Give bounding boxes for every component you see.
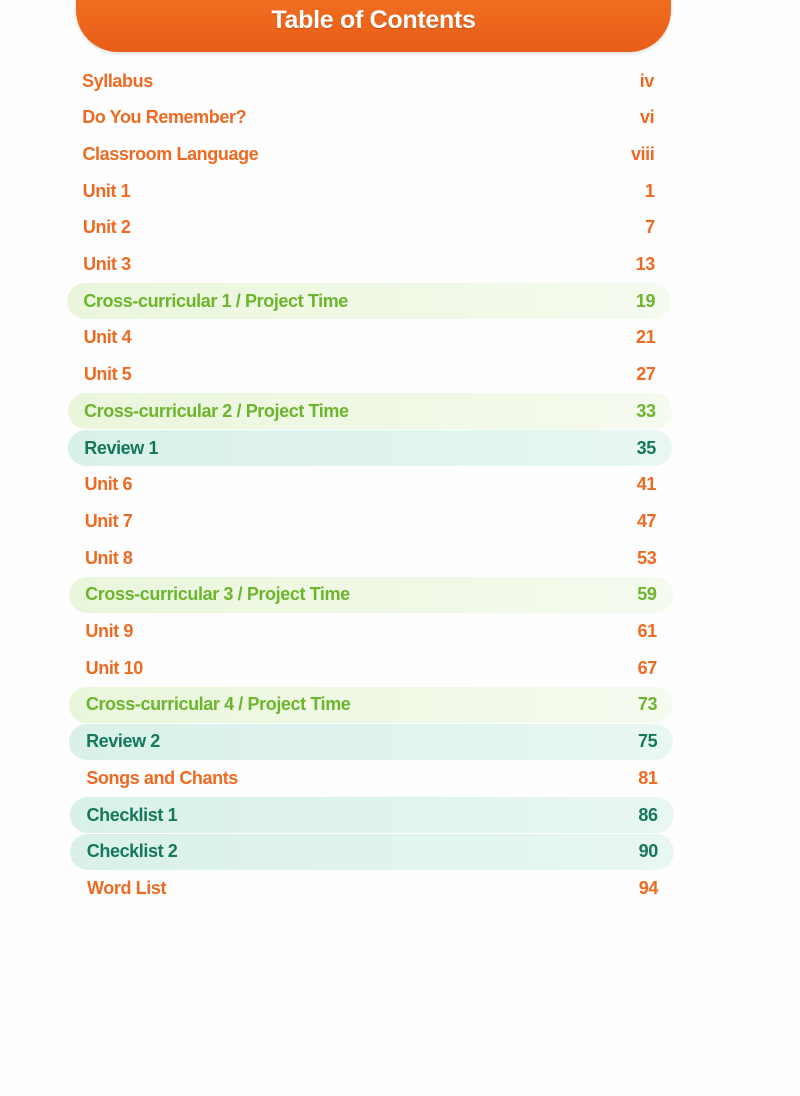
toc-entry[interactable]	[67, 283, 671, 319]
toc-entry-title: Unit 9	[85, 621, 133, 641]
toc-entry-page-number: iv	[639, 70, 654, 91]
toc-entry-page-number: 35	[636, 437, 656, 458]
toc-entry[interactable]	[69, 614, 673, 650]
toc-entry[interactable]	[70, 834, 674, 870]
toc-entry-page-number: 61	[637, 621, 657, 641]
toc-entry-title: Do You Remember?	[82, 107, 247, 128]
toc-entry-title: Review 1	[84, 437, 159, 458]
toc-entry[interactable]	[70, 870, 674, 906]
toc-entry-page-number: 53	[637, 547, 657, 568]
toc-entry-title: Checklist 2	[86, 841, 178, 862]
toc-entry-page-number: 94	[638, 877, 658, 898]
toc-entry[interactable]	[67, 210, 671, 246]
toc-entry-page-number: 67	[637, 657, 657, 678]
toc-entry-title: Unit 1	[82, 180, 131, 201]
toc-entry-page-number: 47	[636, 510, 657, 531]
toc-entry[interactable]	[69, 724, 673, 760]
toc-entry[interactable]	[69, 687, 673, 723]
toc-entry[interactable]	[67, 173, 671, 209]
toc-entry-page-number: 21	[636, 327, 656, 348]
toc-entry-title: Review 2	[86, 731, 160, 752]
toc-entry[interactable]	[67, 357, 671, 393]
toc-entry[interactable]	[68, 430, 672, 466]
toc-entry[interactable]	[66, 136, 670, 172]
toc-entry-page-number: 86	[638, 804, 658, 825]
toc-entry-title: Unit 7	[84, 510, 133, 531]
toc-entry[interactable]	[68, 503, 672, 539]
toc-entry-title: Cross-curricular 2 / Project Time	[84, 400, 349, 421]
toc-entry[interactable]	[69, 650, 673, 686]
toc-entry[interactable]	[69, 760, 673, 796]
toc-entry-title: Unit 10	[85, 657, 143, 678]
toc-entry-title: Cross-curricular 1 / Project Time	[83, 290, 348, 311]
toc-entry[interactable]	[68, 467, 672, 503]
toc-entry-title: Unit 8	[84, 547, 133, 568]
toc-entry-page-number: 81	[638, 767, 658, 788]
page-title: Table of Contents	[271, 6, 476, 34]
toc-entry[interactable]	[66, 63, 670, 99]
toc-entry[interactable]	[67, 320, 671, 356]
toc-entry[interactable]	[66, 100, 670, 136]
toc-entry-title: Cross-curricular 4 / Project Time	[85, 694, 351, 715]
toc-entry-page-number: viii	[630, 143, 655, 164]
toc-entry-page-number: 33	[636, 400, 656, 421]
toc-entry-page-number: 27	[636, 364, 656, 385]
toc-entry-page-number: 73	[637, 694, 658, 715]
toc-entry-page-number: 19	[635, 290, 656, 311]
toc-entry-title: Unit 2	[82, 217, 131, 238]
toc-entry-page-number: 75	[638, 731, 658, 752]
toc-entry-title: Unit 5	[83, 364, 132, 385]
toc-entry-title: Cross-curricular 3 / Project Time	[85, 584, 350, 605]
toc-entry[interactable]	[70, 797, 674, 833]
toc-entry-page-number: 90	[638, 841, 658, 862]
toc-entry[interactable]	[69, 577, 673, 613]
toc-entry-title: Unit 3	[83, 254, 131, 274]
toc-entry-page-number: 59	[637, 584, 657, 605]
toc-entry-title: Checklist 1	[86, 804, 178, 825]
toc-entry[interactable]	[67, 247, 671, 283]
toc-entry-title: Word List	[87, 877, 167, 898]
toc-entry[interactable]	[68, 393, 672, 429]
toc-entry-title: Unit 4	[83, 327, 132, 348]
toc-entry-page-number: vi	[639, 107, 655, 128]
toc-entry-title: Unit 6	[84, 474, 133, 495]
toc-entry-title: Classroom Language	[82, 143, 259, 164]
toc-entry-page-number: 7	[645, 217, 655, 238]
toc-entry[interactable]	[68, 540, 672, 576]
toc-entry-page-number: 41	[636, 474, 656, 495]
toc-entry-title: Syllabus	[82, 70, 153, 91]
toc-entry-title: Songs and Chants	[86, 767, 238, 788]
toc-entry-page-number: 1	[644, 180, 655, 201]
toc-entry-page-number: 13	[635, 254, 655, 274]
